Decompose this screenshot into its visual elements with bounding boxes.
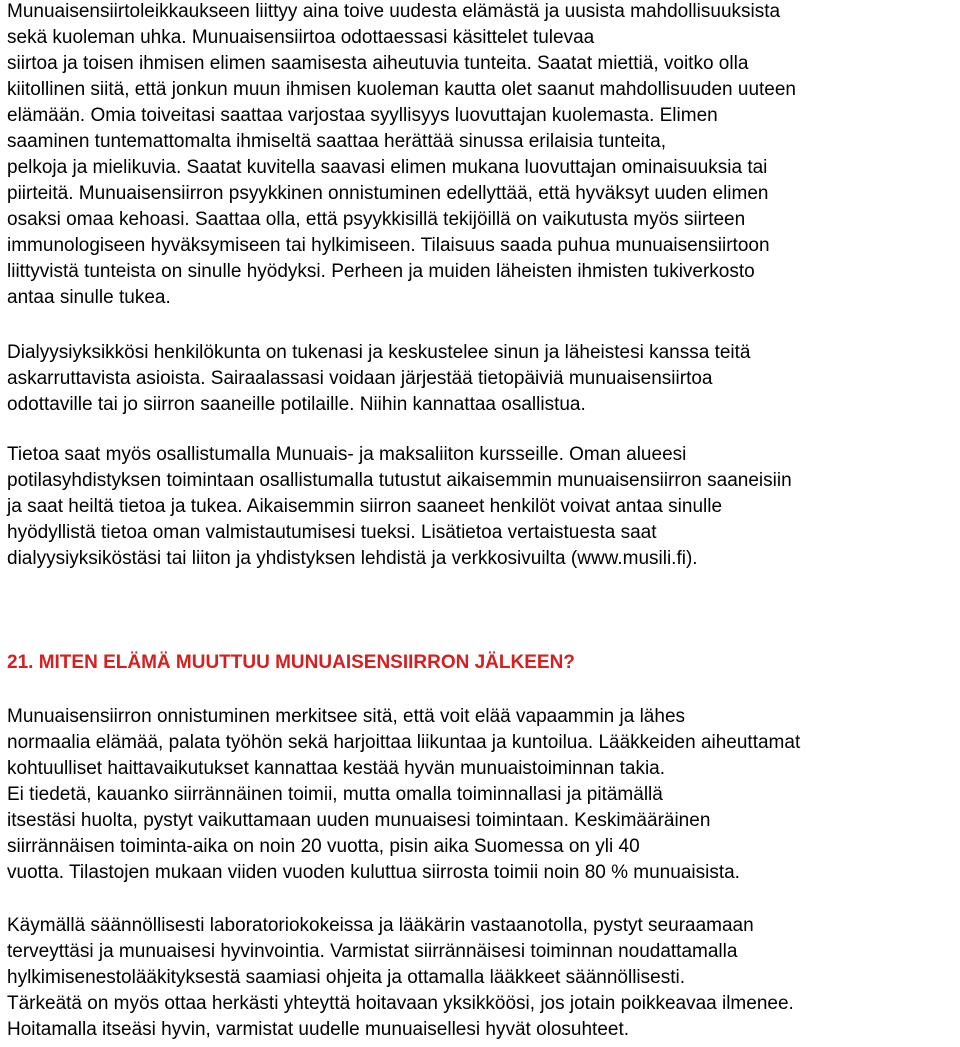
paragraph-life-after-transplant <box>7 704 800 886</box>
text-line: Tärkeätä on myös ottaa herkästi yhteyttä hoitavaan yksikköösi, jos jotain poikkeavaa ilmenee. <box>7 993 794 1014</box>
text-line: Munuaisensiirron onnistuminen merkitsee sitä, että voit elää vapaammin ja lähes <box>7 706 686 727</box>
text-line: Tietoa saat myös osallistumalla Munuais- ja maksaliiton kursseille. Oman alueesi <box>7 444 687 465</box>
text-line: terveyttäsi ja munuaisesi hyvinvointia. Varmistat siirrännäisesi toiminnan noudattamalla <box>7 941 738 962</box>
text-line: Käymällä säännöllisesti laboratoriokokeissa ja lääkärin vastaanotolla, pystyt seuraamaan <box>7 915 754 936</box>
paragraph-emotions <box>7 0 796 311</box>
text-line: Hoitamalla itseäsi hyvin, varmistat uudelle munuaisellesi hyvät olosuhteet. <box>7 1019 630 1040</box>
text-line: normaalia elämää, palata työhön sekä harjoittaa liikuntaa ja kuntoilua. Lääkkeiden aiheuttamat <box>7 732 801 753</box>
text-line: siirtoa ja toisen ihmisen elimen saamisesta aiheutuvia tunteita. Saatat miettiä, voitko olla <box>7 53 749 74</box>
text-line: askarruttavista asioista. Sairaalassasi voidaan järjestää tietopäiviä munuaisensiirtoa <box>7 368 713 389</box>
text-line: kohtuulliset haittavaikutukset kannattaa kestää hyvän munuaistoiminnan takia. <box>7 758 666 779</box>
text-line: dialyysiyksiköstäsi tai liiton ja yhdistyksen lehdistä ja verkkosivuilta (www.musili.fi). <box>7 548 698 569</box>
paragraph-dialysis-unit <box>7 340 751 418</box>
text-line: Ei tiedetä, kauanko siirrännäinen toimii, mutta omalla toiminnallasi ja pitämällä <box>7 784 663 805</box>
text-line: itsestäsi huolta, pystyt vaikuttamaan uuden munuaisesi toimintaan. Keskimääräinen <box>7 810 711 831</box>
text-line: liittyvistä tunteista on sinulle hyödyksi. Perheen ja muiden läheisten ihmisten tukiverkosto <box>7 261 755 282</box>
text-line: hyödyllistä tietoa oman valmistautumisesi tueksi. Lisätietoa vertaistuesta saat <box>7 522 657 543</box>
text-line: hylkimisenestolääkityksestä saamiasi ohjeita ja ottamalla lääkkeet säännöllisesti. <box>7 967 685 988</box>
text-line: sekä kuoleman uhka. Munuaisensiirtoa odottaessasi käsittelet tulevaa <box>7 27 595 48</box>
text-line: piirteitä. Munuaisensiirron psyykkinen onnistuminen edellyttää, että hyväksyt uuden elimen <box>7 183 769 204</box>
text-line: antaa sinulle tukea. <box>7 287 171 308</box>
text-line: ja saat heiltä tietoa ja tukea. Aikaisemmin siirron saaneet henkilöt voivat antaa sinulle <box>7 496 723 517</box>
text-line: immunologiseen hyväksymiseen tai hylkimiseen. Tilaisuus saada puhua munuaisensiirtoon <box>7 235 770 256</box>
text-line: osaksi omaa kehoasi. Saattaa olla, että psyykkisillä tekijöillä on vaikutusta myös siirteen <box>7 209 746 230</box>
paragraph-peer-support <box>7 442 792 572</box>
text-line: Munuaisensiirtoleikkaukseen liittyy aina toive uudesta elämästä ja uusista mahdollisuuksista <box>7 1 781 22</box>
text-line: pelkoja ja mielikuvia. Saatat kuvitella saavasi elimen mukana luovuttajan ominaisuuksia tai <box>7 157 768 178</box>
paragraph-self-care <box>7 913 794 1043</box>
section-heading: 21. MITEN ELÄMÄ MUUTTUU MUNUAISENSIIRRON JÄLKEEN? <box>7 652 575 673</box>
text-line: potilasyhdistyksen toimintaan osallistumalla tutustut aikaisemmin munuaisensiirron saaneisiin <box>7 470 792 491</box>
text-line: Dialyysiyksikkösi henkilökunta on tukenasi ja keskustelee sinun ja läheistesi kanssa teitä <box>7 342 751 363</box>
text-line: odottaville tai jo siirron saaneille potilaille. Niihin kannattaa osallistua. <box>7 394 586 415</box>
text-line: saaminen tuntemattomalta ihmiseltä saattaa herättää sinussa erilaisia tunteita, <box>7 131 667 152</box>
text-line: vuotta. Tilastojen mukaan viiden vuoden kuluttua siirrosta toimii noin 80 % munuaisista. <box>7 862 740 883</box>
text-line: kiitollinen siitä, että jonkun muun ihmisen kuoleman kautta olet saanut mahdollisuuden uuteen <box>7 79 796 100</box>
text-line: siirrännäisen toiminta-aika on noin 20 vuotta, pisin aika Suomessa on yli 40 <box>7 836 640 857</box>
text-line: elämään. Omia toiveitasi saattaa varjostaa syyllisyys luovuttajan kuolemasta. Elimen <box>7 105 718 126</box>
